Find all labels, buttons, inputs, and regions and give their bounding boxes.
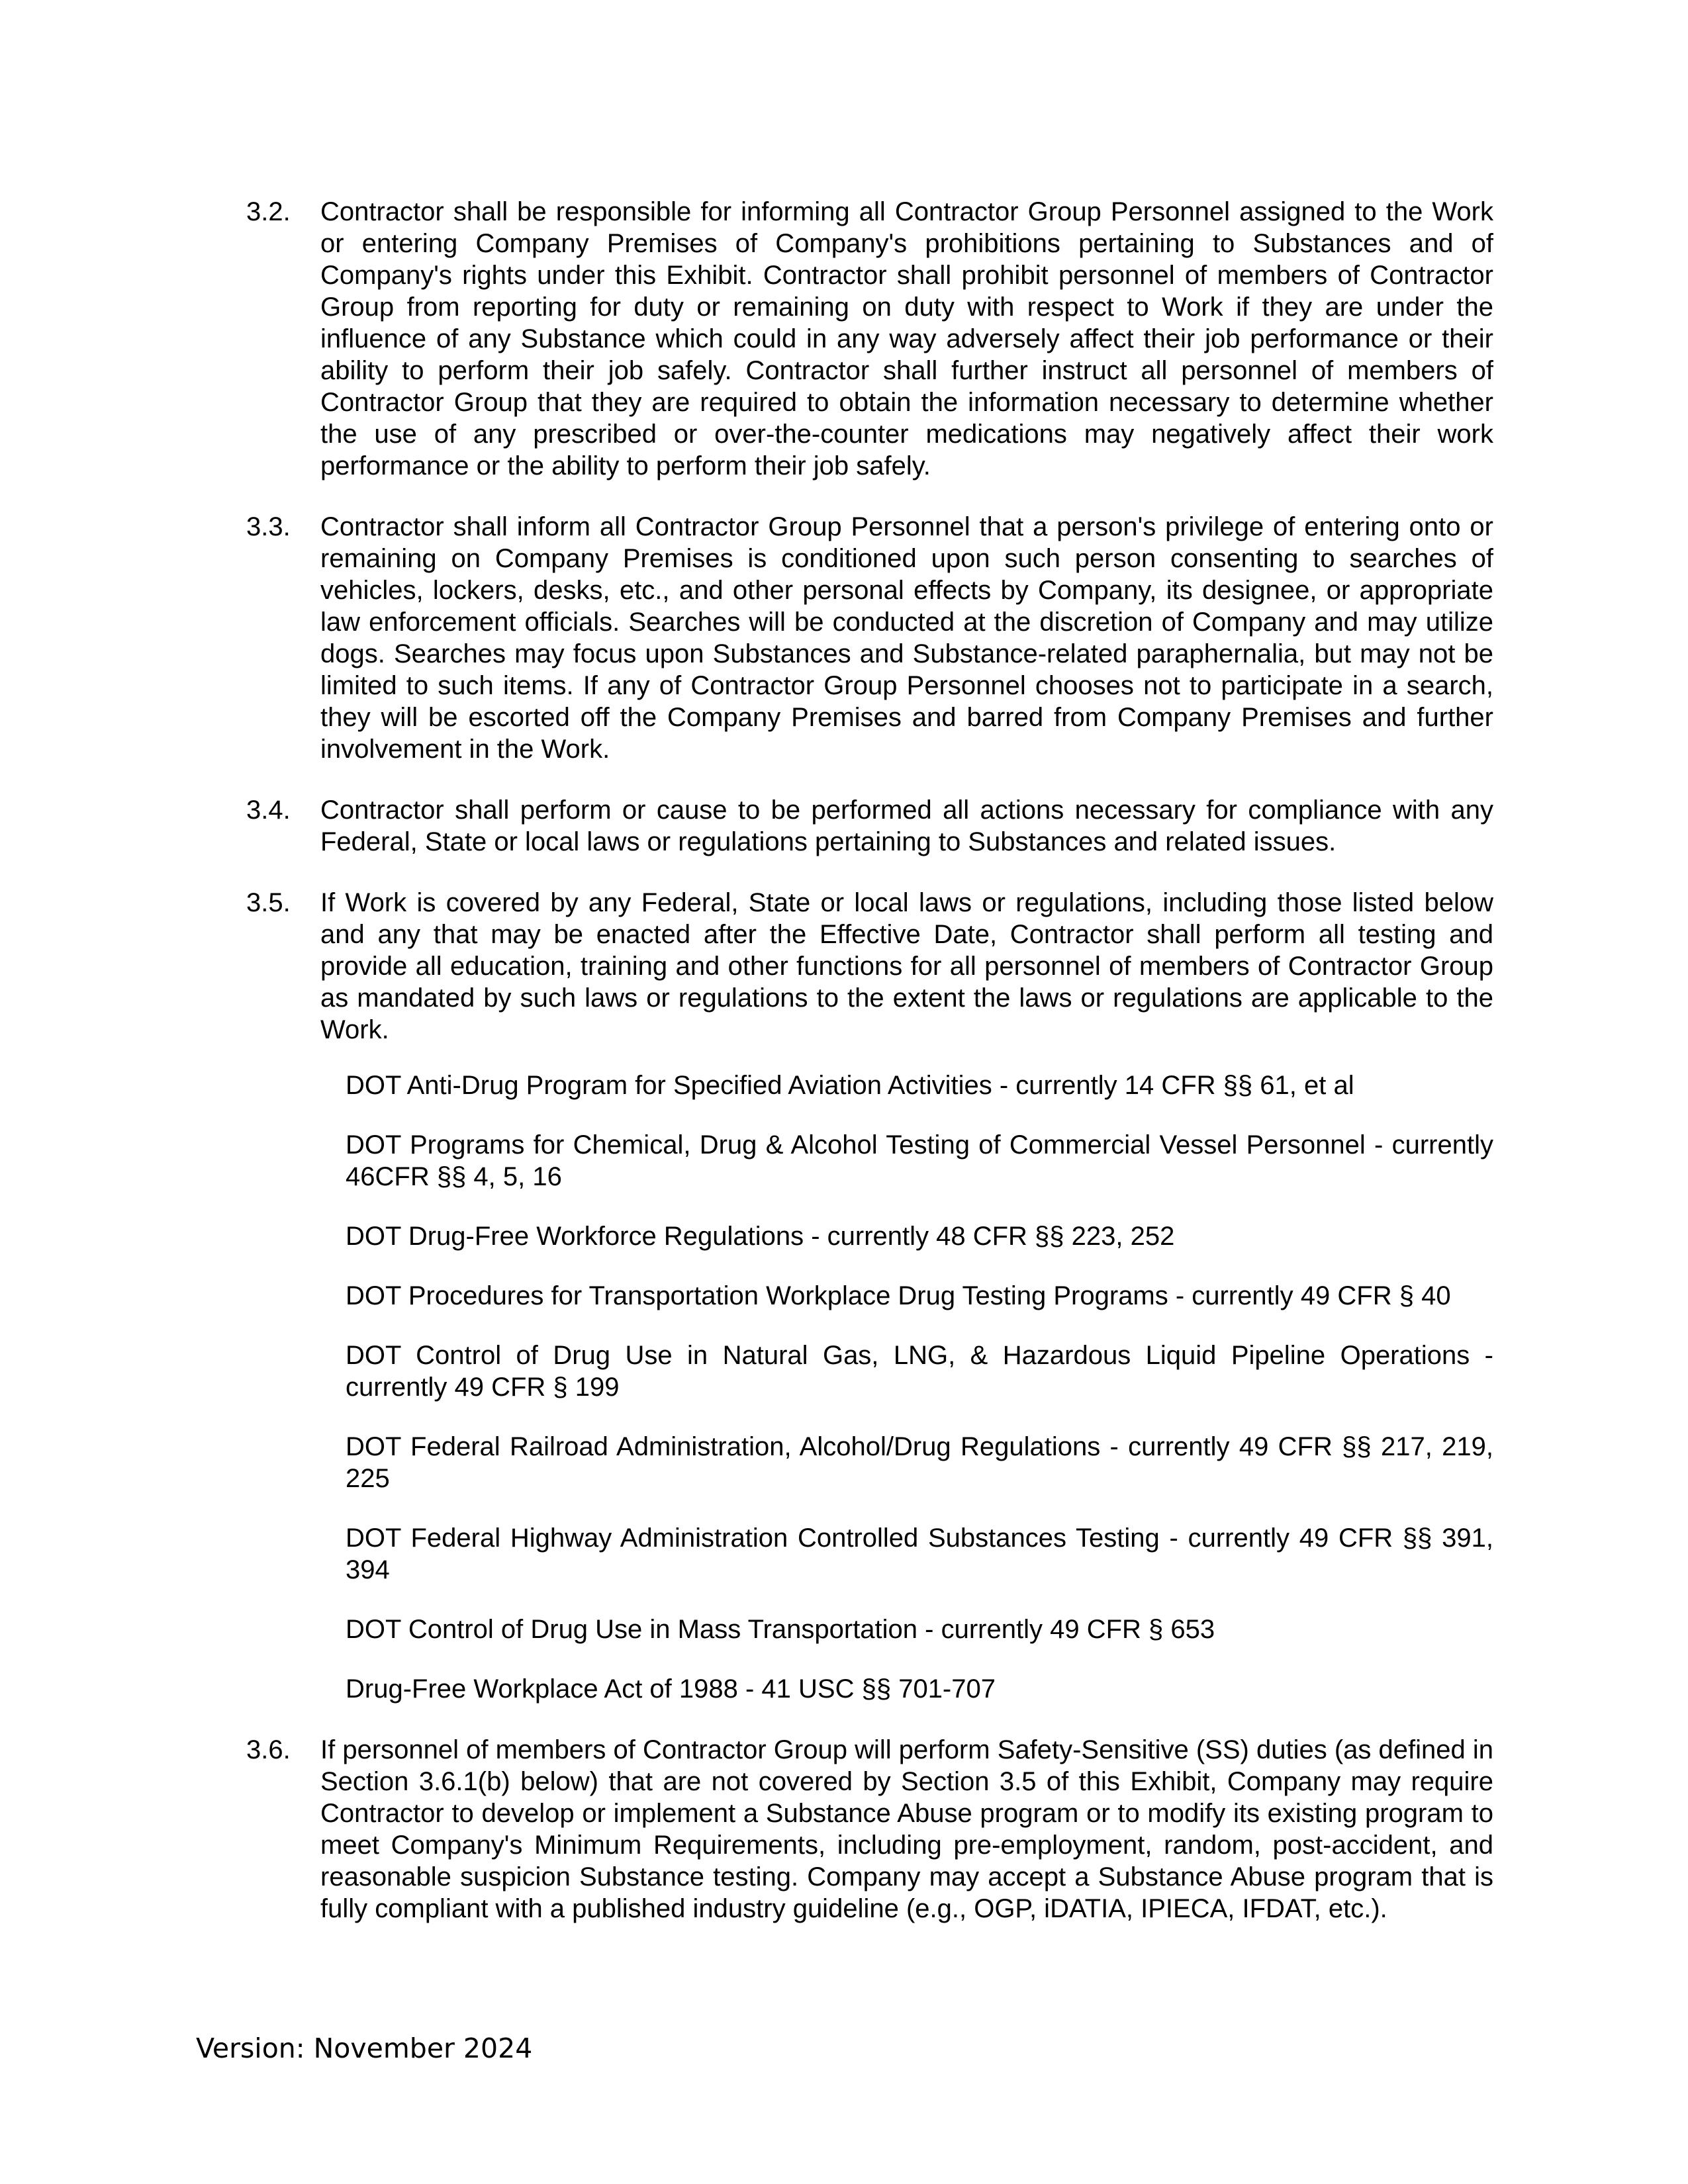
regulation-item: DOT Procedures for Transportation Workplace Drug Testing Programs - currently 49 CFR § 40: [346, 1281, 1451, 1310]
section-text: Contractor shall inform all Contractor Group Personnel that a person's privilege of entering onto or remaining on Company Premises is conditioned upon such person consenting to searches of vehicles, lockers, desks, etc., and other personal effects by Company, its designee, or appropriate law enforcement officials. Searches will be conducted at the discretion of Company and may utilize dogs. Searches may focus upon Substances and Substance-related paraphernalia, but may not be limited to such items. If any of Contractor Group Personnel chooses not to participate in a search, they will be escorted off the Company Premises and barred from Company Premises and further involvement in the Work.: [320, 512, 1493, 764]
section-number: 3.6.: [246, 1735, 291, 1764]
section-text: Contractor shall be responsible for informing all Contractor Group Personnel assigned to the Work or entering Company Premises of Company's prohibitions pertaining to Substances and of Company's rights under this Exhibit. Contractor shall prohibit personnel of members of Contractor Group from reporting for duty or remaining on duty with respect to Work if they are under the influence of any Substance which could in any way adversely affect their job performance or their ability to perform their job safely. Contractor shall further instruct all personnel of members of Contractor Group that they are required to obtain the information necessary to determine whether the use of any prescribed or over-the-counter medications may negatively affect their work performance or the ability to perform their job safely.: [320, 197, 1493, 480]
section-3-4: [246, 794, 1493, 858]
regulation-item: DOT Programs for Chemical, Drug & Alcohol Testing of Commercial Vessel Personnel - currently 46CFR §§ 4, 5, 16: [346, 1130, 1493, 1191]
section-3-5: [246, 887, 1493, 1046]
document-body: [246, 196, 1493, 1954]
regulation-item: Drug-Free Workplace Act of 1988 - 41 USC §§ 701-707: [346, 1674, 996, 1704]
regulation-item: DOT Anti-Drug Program for Specified Aviation Activities - currently 14 CFR §§ 61, et al: [346, 1071, 1354, 1100]
section-number: 3.3.: [246, 512, 291, 541]
regulation-item: DOT Control of Drug Use in Natural Gas, LNG, & Hazardous Liquid Pipeline Operations - currently 49 CFR § 199: [346, 1341, 1493, 1402]
section-3-2: [246, 196, 1493, 482]
regulation-item: DOT Federal Railroad Administration, Alcohol/Drug Regulations - currently 49 CFR §§ 217, 219, 225: [346, 1432, 1493, 1493]
section-text: If Work is covered by any Federal, State or local laws or regulations, including those listed below and any that may be enacted after the Effective Date, Contractor shall perform all testing and provide all education, training and other functions for all personnel of members of Contractor Group as mandated by such laws or regulations to the extent the laws or regulations are applicable to the Work.: [320, 888, 1493, 1044]
regulation-item: DOT Drug-Free Workforce Regulations - currently 48 CFR §§ 223, 252: [346, 1222, 1175, 1251]
version-footer: Version: November 2024: [196, 2032, 533, 2064]
section-text: If personnel of members of Contractor Group will perform Safety-Sensitive (SS) duties (as defined in Section 3.6.1(b) below) that are not covered by Section 3.5 of this Exhibit, Company may require Contractor to develop or implement a Substance Abuse program or to modify its existing program to meet Company's Minimum Requirements, including pre-employment, random, post-accident, and reasonable suspicion Substance testing. Company may accept a Substance Abuse program that is fully compliant with a published industry guideline (e.g., OGP, iDATIA, IPIECA, IFDAT, etc.).: [320, 1735, 1493, 1923]
section-3-3: [246, 511, 1493, 765]
section-number: 3.2.: [246, 197, 291, 226]
section-number: 3.4.: [246, 796, 291, 825]
section-number: 3.5.: [246, 888, 291, 917]
section-text: Contractor shall perform or cause to be performed all actions necessary for compliance with any Federal, State or local laws or regulations pertaining to Substances and related issues.: [320, 796, 1493, 856]
regulations-list: [346, 1069, 1493, 1705]
regulation-item: DOT Control of Drug Use in Mass Transportation - currently 49 CFR § 653: [346, 1615, 1215, 1644]
section-3-6: [246, 1734, 1493, 1925]
regulation-item: DOT Federal Highway Administration Controlled Substances Testing - currently 49 CFR §§ 391, 394: [346, 1524, 1493, 1584]
